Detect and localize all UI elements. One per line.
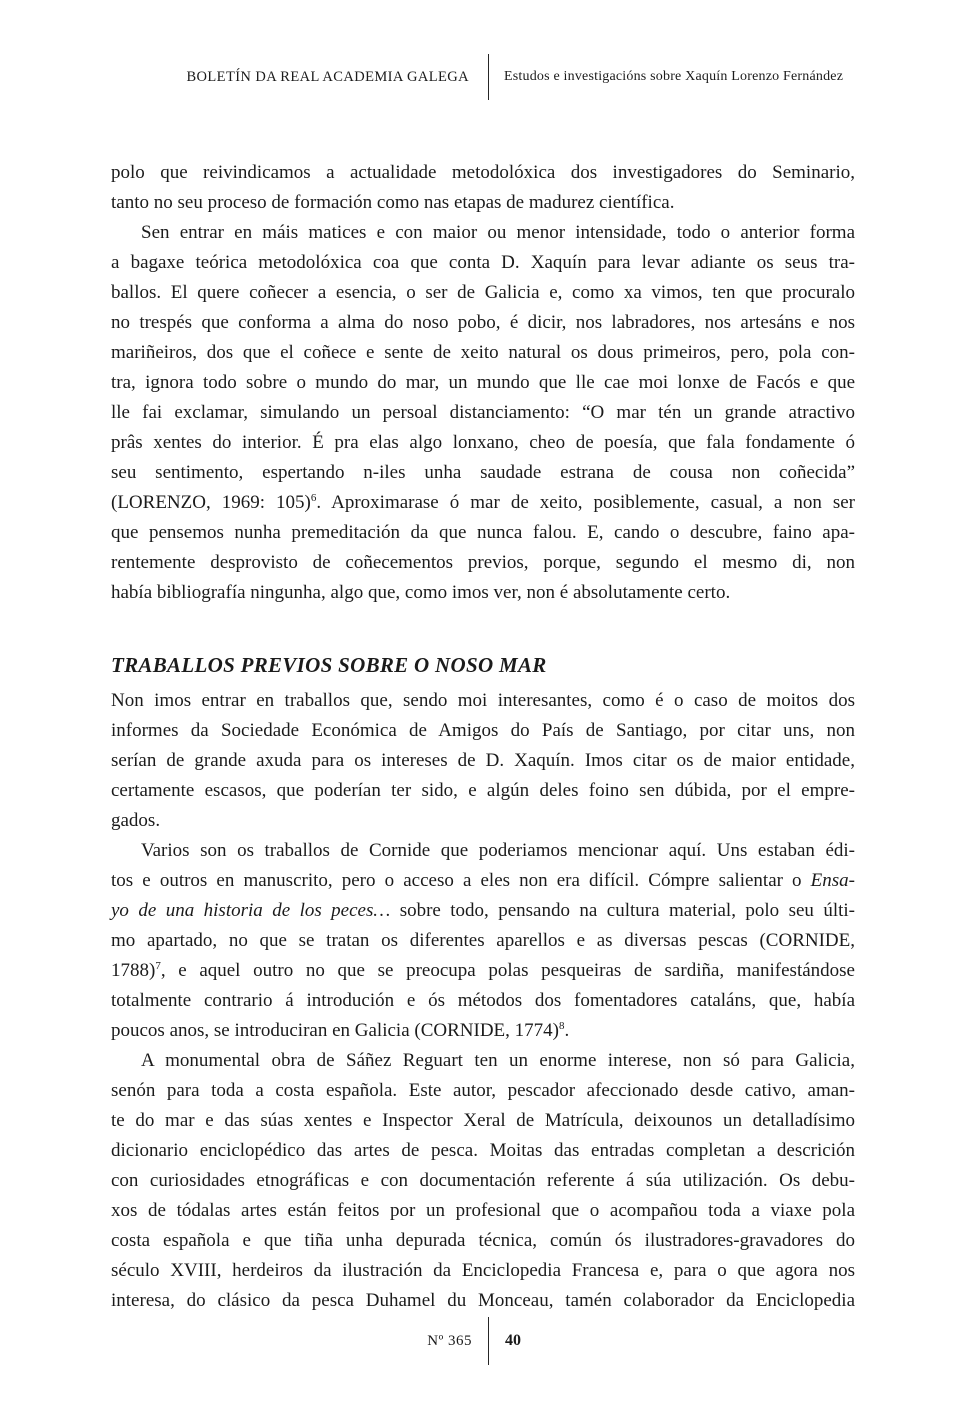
text-line	[111, 278, 855, 308]
text-segment: .	[564, 1020, 570, 1041]
text-segment: a bagaxe teórica metodolóxica coa que conta D. Xaquín para levar adiante os seus tra-	[111, 252, 855, 273]
text-segment: tanto no seu proceso de formación como nas etapas de madurez científica.	[111, 192, 675, 213]
text-line	[111, 1166, 855, 1196]
text-line	[111, 548, 855, 578]
text-segment: sobre todo, pensando na cultura material, polo seu últi-	[390, 900, 856, 921]
text-line	[111, 1256, 855, 1286]
text-segment: costa española e que tiña unha depurada técnica, común ós ilustradores-gravadores do	[111, 1230, 855, 1251]
paragraph	[111, 836, 855, 1046]
paragraph	[111, 1046, 855, 1316]
text-line	[111, 308, 855, 338]
text-line	[111, 926, 855, 956]
text-line	[111, 686, 855, 716]
text-line	[111, 896, 855, 926]
text-segment: rentemente desprovisto de coñecementos previos, porque, segundo el mesmo di, non	[111, 552, 855, 573]
text-line	[111, 836, 855, 866]
text-line	[111, 1046, 855, 1076]
text-segment: con curiosidades etnográficas e con documentación referente á súa utilización. Os debu-	[111, 1170, 855, 1191]
text-line	[111, 1106, 855, 1136]
text-segment: certamente escasos, que poderían ter sido, e algún deles foino sen dúbida, por el empre-	[111, 780, 855, 801]
text-line	[111, 746, 855, 776]
article-body	[111, 158, 855, 1316]
paragraph	[111, 218, 855, 608]
footnote-marker: 8	[558, 1020, 565, 1032]
text-line	[111, 956, 855, 986]
page-number: 40	[505, 1332, 521, 1349]
text-segment: había bibliografía ningunha, algo que, como imos ver, non é absolutamente certo.	[111, 582, 731, 603]
page-header	[0, 54, 975, 100]
text-segment: senón para toda a costa española. Este autor, pescador afeccionado desde cativo, aman-	[111, 1080, 855, 1101]
text-segment: lle fai exclamar, simulando un persoal distanciamento: “O mar tén un grande atractivo	[111, 402, 855, 423]
text-segment: Sen entrar en máis matices e con maior ou menor intensidade, todo o anterior forma	[141, 222, 855, 243]
text-segment: mo apartado, no que se tratan os diferentes aparellos e as diversas pescas (CORNIDE,	[111, 930, 855, 951]
text-segment: que pensemos nunha premeditación da que nunca falou. E, cando o descubre, faino apa-	[111, 522, 855, 543]
text-line	[111, 1226, 855, 1256]
journal-title: BOLETÍN DA REAL ACADEMIA GALEGA	[186, 68, 469, 85]
text-segment: polo que reivindicamos a actualidade metodolóxica dos investigadores do Seminario,	[111, 162, 855, 183]
text-line	[111, 578, 855, 608]
text-line	[111, 428, 855, 458]
text-line	[111, 1196, 855, 1226]
text-segment: dicionario enciclopédico das artes de pesca. Moitas das entradas completan a descrición	[111, 1140, 855, 1161]
paragraph	[111, 686, 855, 836]
text-line	[111, 716, 855, 746]
text-line	[111, 518, 855, 548]
text-line	[111, 866, 855, 896]
text-segment: prâs xentes do interior. É pra elas algo lonxano, cheo de poesía, que fala fondamente ó	[111, 432, 855, 453]
text-segment: mariñeiros, dos que el coñece e sente de xeito natural os dous primeiros, pero, pola con-	[111, 342, 855, 363]
paragraph	[111, 158, 855, 218]
issue-title: Estudos e investigacións sobre Xaquín Lorenzo Fernández	[504, 69, 844, 84]
text-segment: totalmente contrario á introdución e ós métodos dos fomentadores cataláns, que, había	[111, 990, 855, 1011]
text-line	[111, 776, 855, 806]
page-footer	[0, 1317, 975, 1365]
text-segment: , e aquel outro no que se preocupa polas pesqueiras de sardiña, manifestándose	[160, 960, 855, 981]
text-line	[111, 458, 855, 488]
text-line	[111, 806, 855, 836]
issue-number: Nº 365	[427, 1332, 472, 1349]
text-line	[111, 488, 855, 518]
text-segment: no trespés que conforma a alma do noso pobo, é dicir, nos labradores, nos artesáns e nos	[111, 312, 855, 333]
text-segment: 1788)	[111, 960, 156, 981]
text-line	[111, 248, 855, 278]
text-segment: Varios son os traballos de Cornide que poderiamos mencionar aquí. Uns estaban édi-	[141, 840, 855, 861]
text-segment: serían de grande axuda para os intereses de D. Xaquín. Imos citar os de maior entidade,	[111, 750, 855, 771]
text-line	[111, 1136, 855, 1166]
section-heading: TRABALLOS PREVIOS SOBRE O NOSO MAR	[111, 653, 547, 677]
text-line	[111, 188, 855, 218]
text-segment: poucos anos, se introduciran en Galicia (CORNIDE, 1774)	[111, 1020, 559, 1041]
text-segment: tos e outros en manuscrito, pero o acceso a eles non era difícil. Cómpre salientar o	[111, 870, 811, 891]
text-segment: ballos. El quere coñecer a esencia, o ser de Galicia e, como xa vimos, ten que procuralo	[111, 282, 855, 303]
text-segment: yo de una historia de los peces…	[111, 900, 391, 921]
text-segment: te do mar e das súas xentes e Inspector Xeral de Matrícula, deixounos un detalladísimo	[111, 1110, 855, 1131]
text-segment: . Aproximarase ó mar de xeito, posiblemente, casual, a non ser	[316, 492, 855, 513]
text-segment: xos de tódalas artes están feitos por un profesional que o acompañou toda a viaxe pola	[111, 1200, 855, 1221]
text-segment: informes da Sociedade Económica de Amigos do País de Santiago, por citar uns, non	[111, 720, 855, 741]
text-segment: seu sentimento, espertando n-iles unha saudade estrana de cousa non coñecida”	[111, 462, 855, 483]
text-segment: tra, ignora todo sobre o mundo do mar, un mundo que lle cae moi lonxe de Facós e que	[111, 372, 855, 393]
text-segment: gados.	[111, 810, 161, 831]
text-line	[111, 218, 855, 248]
text-segment: A monumental obra de Sáñez Reguart ten un enorme interese, non só para Galicia,	[141, 1050, 855, 1071]
text-segment: século XVIII, herdeiros da ilustración da Enciclopedia Francesa e, para o que agora nos	[111, 1260, 855, 1281]
text-line	[111, 338, 855, 368]
text-line	[111, 398, 855, 428]
text-segment: (LORENZO, 1969: 105)	[111, 492, 311, 513]
text-segment: Non imos entrar en traballos que, sendo moi interesantes, como é o caso de moitos dos	[111, 690, 855, 711]
footnote-marker: 7	[155, 960, 161, 972]
text-line	[111, 1076, 855, 1106]
footnote-marker: 6	[310, 492, 317, 504]
text-segment: Ensa-	[810, 870, 855, 891]
text-line	[111, 368, 855, 398]
text-line	[111, 1016, 855, 1046]
text-line	[111, 158, 855, 188]
text-line	[111, 1286, 855, 1316]
text-segment: interesa, do clásico da pesca Duhamel du Monceau, tamén colaborador da Enciclopedia	[111, 1290, 855, 1311]
text-line	[111, 986, 855, 1016]
